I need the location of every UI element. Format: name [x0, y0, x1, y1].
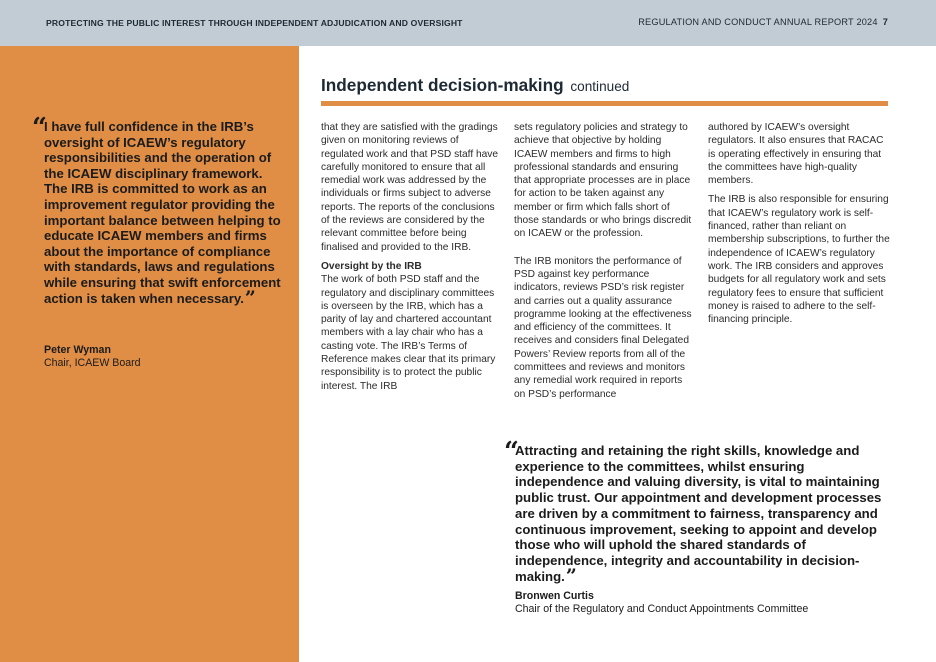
- main-quote-text: Attracting and retaining the right skills, knowledge and experience to the committees, whilst ensuring independence and valuing diversity, is vital to maintaining public trust. Our appointment and development processes are driven by a commitment to fairness, transparency and continuous improvement, seeking to appoint and develop those who will uphold the shared standards of independence, integrity and accountability in decision-making.: [515, 443, 882, 584]
- column-1-paragraph-1: that they are satisfied with the gradings given on monitoring reviews of regulated work and that PSD staff have carefully monitored to ensure that all remedial work was addressed by the individuals or firms subject to adverse reports. The reports of the conclusions of the reviews are considered by the relevant committee before being finalised and provided to the IRB.: [321, 122, 499, 253]
- header-report-name: REGULATION AND CONDUCT ANNUAL REPORT 2024: [638, 17, 878, 27]
- close-quote-mark-icon: ”: [565, 564, 577, 587]
- sidebar-quote-text: I have full confidence in the IRB’s oversight of ICAEW’s regulatory responsibilities and the operation of the ICAEW disciplinary framework. The IRB is committed to work as an improvement regulator providing the important balance between helping to educate ICAEW members and firms about the importance of compliance with standards, laws and regulations while ensuring that swift enforcement action is taken when necessary.: [44, 119, 281, 306]
- subheading-oversight: Oversight by the IRB: [321, 260, 422, 272]
- page-number: 7: [882, 17, 888, 27]
- header-report-title: [638, 17, 888, 27]
- section-title-suffix: continued: [570, 79, 630, 94]
- open-quote-mark-icon: “: [32, 113, 47, 143]
- sidebar-quote-author: Peter Wyman: [44, 344, 111, 356]
- text-column-3: [708, 121, 892, 332]
- sidebar-pull-quote: [32, 113, 284, 309]
- open-quote-mark-icon: “: [504, 437, 519, 467]
- column-3-paragraph-2: The IRB is also responsible for ensuring that ICAEW’s regulatory work is self-financed, rather than reliant on membership subscriptions, to further the independence of ICAEW’s regulatory work. The IRB considers and approves budgets for all regulatory work and sets regulatory fees to ensure that sufficient money is raised to adhere to the self-financing principle.: [708, 194, 890, 326]
- column-1-paragraph-2: The work of both PSD staff and the regulatory and disciplinary committees is overseen by the IRB, which has a parity of lay and chartered accountant members with a lay chair who has a casting vote. The IRB’s Terms of Reference makes clear that its primary responsibility is to protect the public interest. The IRB: [321, 274, 496, 392]
- column-3-paragraph-1: authored by ICAEW’s oversight regulators. It also ensures that RACAC is operating effectively in ensuring that the committees have high-quality members.: [708, 122, 884, 187]
- main-pull-quote: [504, 437, 893, 587]
- text-column-1: [321, 121, 503, 399]
- section-title: Independent decision-making: [321, 75, 564, 95]
- sidebar-quote-author-role: Chair, ICAEW Board: [44, 357, 141, 369]
- page-header-band: [0, 0, 936, 46]
- section-heading: [321, 75, 629, 96]
- close-quote-mark-icon: ”: [244, 286, 256, 309]
- main-quote-author-role: Chair of the Regulatory and Conduct Appointments Committee: [515, 603, 809, 615]
- main-quote-author: Bronwen Curtis: [515, 590, 594, 602]
- column-2-paragraph-2: The IRB monitors the performance of PSD against key performance indicators, reviews PSD’s risk register and carries out a quality assurance programme looking at the effectiveness and efficiency of the committees. It receives and considers final Delegated Powers’ Review reports from all of the committees and reviews and monitors any remedial work required in reports on PSD’s performance: [514, 255, 692, 400]
- text-column-2: [514, 121, 696, 407]
- section-heading-rule: [321, 101, 888, 106]
- column-2-paragraph-1: sets regulatory policies and strategy to achieve that objective by holding ICAEW members and firms to high professional standards and ensuring that appropriate processes are in place for action to be taken against any member or firm which falls short of those standards or who brings discredit on ICAEW or the profession.: [514, 122, 692, 240]
- header-section-title: PROTECTING THE PUBLIC INTEREST THROUGH INDEPENDENT ADJUDICATION AND OVERSIGHT: [46, 18, 463, 28]
